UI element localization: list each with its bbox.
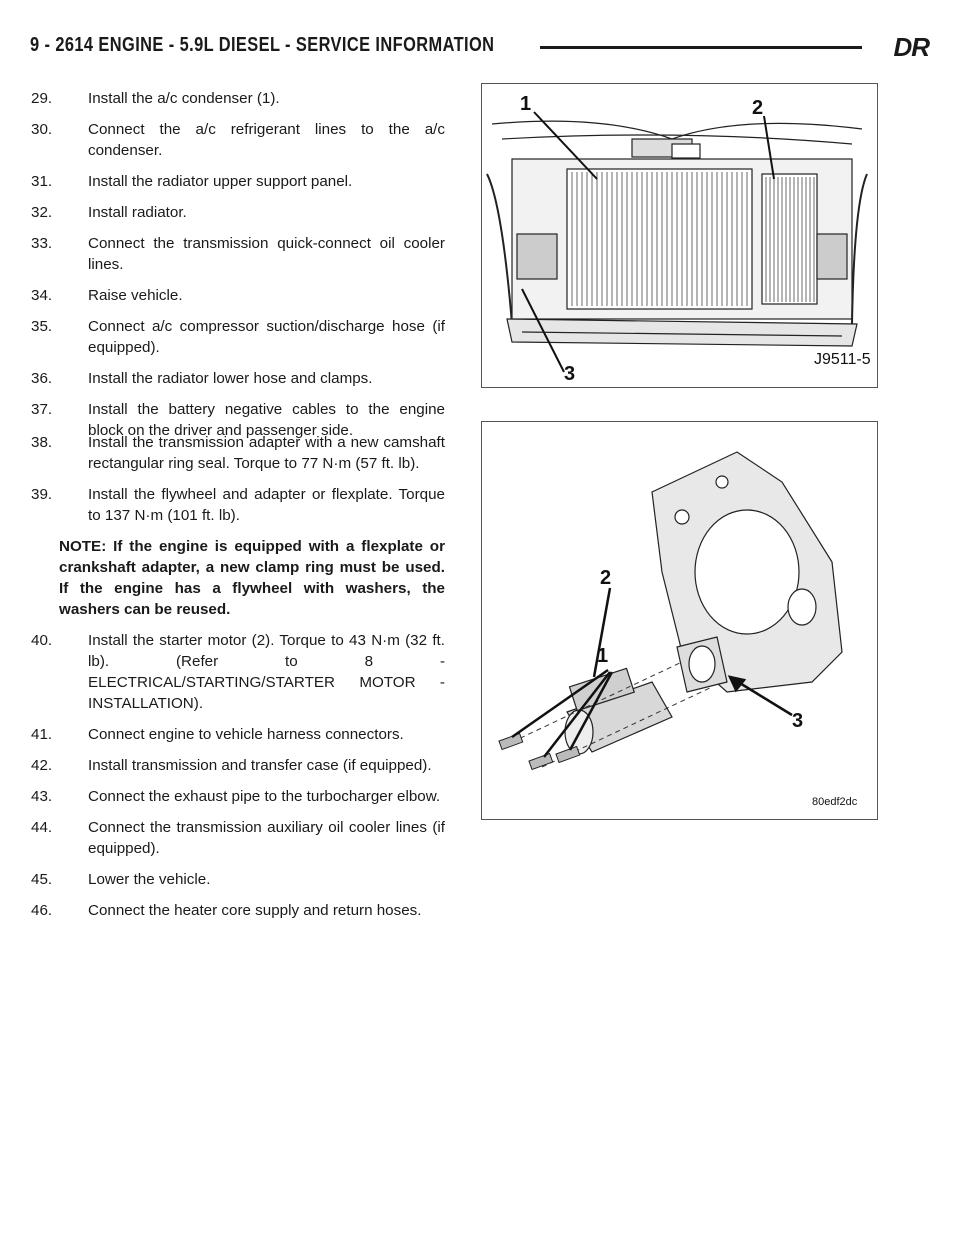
steps-group-a <box>31 88 445 451</box>
figure-id: J9511-5 <box>814 351 871 368</box>
page-header <box>30 34 935 60</box>
list-item: 39. Install the flywheel and adapter or flexplate. Torque to 137 N·m (101 ft. lb). <box>31 486 445 524</box>
list-item: 31. Install the radiator upper support panel. <box>31 173 353 190</box>
header-section-code: DR <box>893 32 929 62</box>
steps-group-b <box>31 432 445 931</box>
list-item: 36. Install the radiator lower hose and clamps. <box>31 370 373 387</box>
list-item: 35. Connect a/c compressor suction/discharge hose (if equipped). <box>31 318 445 356</box>
starter-motor-illustration <box>482 422 877 819</box>
list-item: 43. Connect the exhaust pipe to the turbocharger elbow. <box>31 788 441 805</box>
list-item: 46. Connect the heater core supply and return hoses. <box>31 902 422 919</box>
header-title: 9 - 2614 ENGINE - 5.9L DIESEL - SERVICE INFORMATION <box>30 34 495 56</box>
callout-1: 1 <box>520 93 532 115</box>
list-item: 34. Raise vehicle. <box>31 287 183 304</box>
list-item: 40. Install the starter motor (2). Torque to 43 N·m (32 ft. lb). (Refer to 8 - ELECTRICAL/STARTING/STARTER MOTOR - INSTALLATION). <box>31 632 445 712</box>
figure-id: 80edf2dc <box>812 796 858 808</box>
list-item: 42. Install transmission and transfer case (if equipped). <box>31 757 432 774</box>
list-item: 44. Connect the transmission auxiliary oil cooler lines (if equipped). <box>31 819 445 857</box>
figure-starter-motor <box>481 421 878 820</box>
list-item: 32. Install radiator. <box>31 204 187 221</box>
list-item: 30. Connect the a/c refrigerant lines to the a/c condenser. <box>31 121 445 159</box>
callout-2: 2 <box>752 97 764 119</box>
list-item: 41. Connect engine to vehicle harness connectors. <box>31 726 404 743</box>
note-paragraph: NOTE: If the engine is equipped with a flexplate or crankshaft adapter, a new clamp ring must be used. If the engine has a flywheel with washers, the washers can be reused. <box>59 538 445 618</box>
list-item: 45. Lower the vehicle. <box>31 871 211 888</box>
condenser-illustration <box>482 84 877 387</box>
header-rule <box>540 46 862 49</box>
list-item: 37. Install the battery negative cables to the engine block on the driver and passenger side. <box>31 401 445 439</box>
callout-2: 2 <box>600 567 612 589</box>
list-item: 33. Connect the transmission quick-connect oil cooler lines. <box>31 235 445 273</box>
list-item: 38. Install the transmission adapter with a new camshaft rectangular ring seal. Torque to 77 N·m (57 ft. lb). <box>31 434 445 472</box>
list-item: 29. Install the a/c condenser (1). <box>31 90 280 107</box>
callout-3: 3 <box>792 710 804 732</box>
callout-3: 3 <box>564 363 576 385</box>
callout-1: 1 <box>597 645 609 667</box>
figure-condenser <box>481 83 878 388</box>
